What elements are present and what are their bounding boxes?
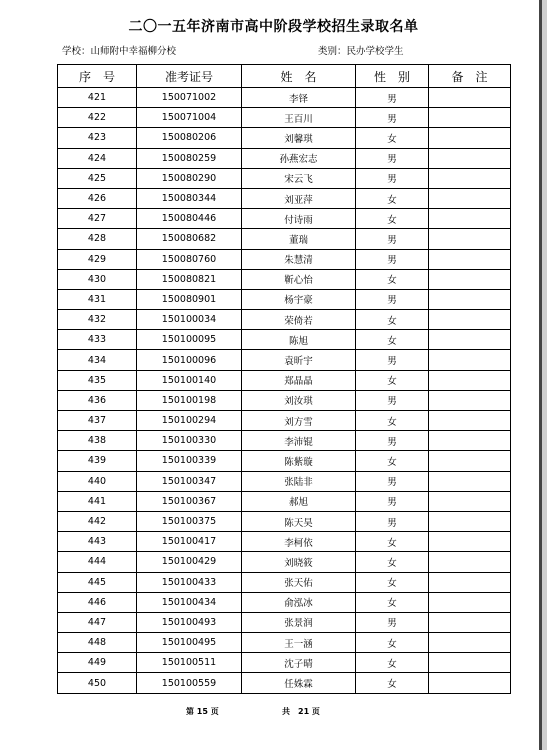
student-name-cell: 付诗雨 <box>242 209 356 229</box>
row-number-cell: 437 <box>58 411 137 431</box>
student-name-cell: 俞泓冰 <box>242 592 356 612</box>
row-number-cell: 443 <box>58 532 137 552</box>
note-cell <box>429 592 511 612</box>
table-header-row <box>58 65 511 88</box>
gender-cell: 男 <box>356 289 429 309</box>
exam-id-cell: 150080290 <box>137 168 242 188</box>
exam-id-cell: 150100347 <box>137 471 242 491</box>
table-row <box>58 269 511 289</box>
exam-id-cell: 150080821 <box>137 269 242 289</box>
row-number-cell: 423 <box>58 128 137 148</box>
note-cell <box>429 411 511 431</box>
note-cell <box>429 491 511 511</box>
note-cell <box>429 431 511 451</box>
student-name-cell: 李沛锟 <box>242 431 356 451</box>
row-number-cell: 431 <box>58 289 137 309</box>
exam-id-cell: 150100140 <box>137 370 242 390</box>
table-row <box>58 673 511 693</box>
gender-cell: 男 <box>356 148 429 168</box>
note-cell <box>429 471 511 491</box>
student-name-cell: 刘汝琪 <box>242 390 356 410</box>
student-name-cell: 张景润 <box>242 612 356 632</box>
table-row <box>58 552 511 572</box>
student-name-cell: 王百川 <box>242 108 356 128</box>
row-number-cell: 438 <box>58 431 137 451</box>
column-header-name: 姓 名 <box>242 65 356 88</box>
gender-cell: 女 <box>356 552 429 572</box>
note-cell <box>429 310 511 330</box>
gender-cell: 女 <box>356 673 429 693</box>
row-number-cell: 424 <box>58 148 137 168</box>
table-row <box>58 511 511 531</box>
note-cell <box>429 108 511 128</box>
exam-id-cell: 150100433 <box>137 572 242 592</box>
student-name-cell: 朱慧清 <box>242 249 356 269</box>
row-number-cell: 434 <box>58 350 137 370</box>
row-number-cell: 421 <box>58 88 137 108</box>
gender-cell: 女 <box>356 572 429 592</box>
table-row <box>58 431 511 451</box>
student-name-cell: 沈子晴 <box>242 653 356 673</box>
document-title: 二〇一五年济南市高中阶段学校招生录取名单 <box>128 19 419 35</box>
table-row <box>58 108 511 128</box>
gender-cell: 男 <box>356 88 429 108</box>
column-header-note: 备 注 <box>429 65 511 88</box>
gender-cell: 女 <box>356 128 429 148</box>
note-cell <box>429 673 511 693</box>
student-name-cell: 刘馨琪 <box>242 128 356 148</box>
gender-cell: 女 <box>356 188 429 208</box>
gender-cell: 女 <box>356 633 429 653</box>
note-cell <box>429 572 511 592</box>
table-row <box>58 310 511 330</box>
row-number-cell: 430 <box>58 269 137 289</box>
exam-id-cell: 150100495 <box>137 633 242 653</box>
exam-id-cell: 150100511 <box>137 653 242 673</box>
student-name-cell: 张天佑 <box>242 572 356 592</box>
row-number-cell: 436 <box>58 390 137 410</box>
exam-id-cell: 150100034 <box>137 310 242 330</box>
gender-cell: 女 <box>356 209 429 229</box>
note-cell <box>429 289 511 309</box>
table-row <box>58 350 511 370</box>
exam-id-cell: 150100095 <box>137 330 242 350</box>
student-name-cell: 宋云飞 <box>242 168 356 188</box>
student-name-cell: 郝旭 <box>242 491 356 511</box>
exam-id-cell: 150080760 <box>137 249 242 269</box>
table-row <box>58 491 511 511</box>
exam-id-cell: 150100559 <box>137 673 242 693</box>
gender-cell: 女 <box>356 592 429 612</box>
table-row <box>58 451 511 471</box>
exam-id-cell: 150100429 <box>137 552 242 572</box>
student-name-cell: 刘方雪 <box>242 411 356 431</box>
exam-id-cell: 150100330 <box>137 431 242 451</box>
exam-id-cell: 150080446 <box>137 209 242 229</box>
table-row <box>58 148 511 168</box>
page-shadow <box>542 0 547 750</box>
note-cell <box>429 612 511 632</box>
gender-cell: 男 <box>356 350 429 370</box>
table-row <box>58 411 511 431</box>
table-row <box>58 390 511 410</box>
gender-cell: 女 <box>356 451 429 471</box>
note-cell <box>429 653 511 673</box>
column-header-no: 序 号 <box>58 65 137 88</box>
table-row <box>58 188 511 208</box>
note-cell <box>429 209 511 229</box>
gender-cell: 女 <box>356 370 429 390</box>
gender-cell: 男 <box>356 471 429 491</box>
row-number-cell: 425 <box>58 168 137 188</box>
gender-cell: 男 <box>356 431 429 451</box>
student-name-cell: 陈旭 <box>242 330 356 350</box>
gender-cell: 男 <box>356 108 429 128</box>
column-header-gender: 性 别 <box>356 65 429 88</box>
gender-cell: 男 <box>356 229 429 249</box>
table-row <box>58 653 511 673</box>
table-row <box>58 612 511 632</box>
row-number-cell: 444 <box>58 552 137 572</box>
table-row <box>58 532 511 552</box>
student-name-cell: 郑晶晶 <box>242 370 356 390</box>
note-cell <box>429 511 511 531</box>
exam-id-cell: 150100434 <box>137 592 242 612</box>
note-cell <box>429 249 511 269</box>
table-row <box>58 370 511 390</box>
note-cell <box>429 390 511 410</box>
exam-id-cell: 150100096 <box>137 350 242 370</box>
category-label: 类别：民办学校学生 <box>318 46 404 57</box>
exam-id-cell: 150100493 <box>137 612 242 632</box>
exam-id-cell: 150100367 <box>137 491 242 511</box>
page-number: 第 15 页 <box>186 707 219 716</box>
row-number-cell: 429 <box>58 249 137 269</box>
note-cell <box>429 229 511 249</box>
note-cell <box>429 148 511 168</box>
student-name-cell: 荣倚若 <box>242 310 356 330</box>
table-row <box>58 209 511 229</box>
note-cell <box>429 168 511 188</box>
gender-cell: 女 <box>356 411 429 431</box>
row-number-cell: 450 <box>58 673 137 693</box>
note-cell <box>429 633 511 653</box>
table-body <box>58 88 511 694</box>
gender-cell: 女 <box>356 269 429 289</box>
row-number-cell: 435 <box>58 370 137 390</box>
row-number-cell: 428 <box>58 229 137 249</box>
exam-id-cell: 150080682 <box>137 229 242 249</box>
row-number-cell: 439 <box>58 451 137 471</box>
row-number-cell: 449 <box>58 653 137 673</box>
student-name-cell: 董瑞 <box>242 229 356 249</box>
note-cell <box>429 188 511 208</box>
row-number-cell: 441 <box>58 491 137 511</box>
note-cell <box>429 128 511 148</box>
table-row <box>58 88 511 108</box>
exam-id-cell: 150071002 <box>137 88 242 108</box>
exam-id-cell: 150080901 <box>137 289 242 309</box>
exam-id-cell: 150080344 <box>137 188 242 208</box>
note-cell <box>429 370 511 390</box>
row-number-cell: 442 <box>58 511 137 531</box>
student-name-cell: 李铎 <box>242 88 356 108</box>
student-name-cell: 孙燕宏志 <box>242 148 356 168</box>
gender-cell: 男 <box>356 249 429 269</box>
row-number-cell: 422 <box>58 108 137 128</box>
row-number-cell: 432 <box>58 310 137 330</box>
gender-cell: 男 <box>356 491 429 511</box>
student-name-cell: 陈紫璇 <box>242 451 356 471</box>
student-name-cell: 陈天昊 <box>242 511 356 531</box>
gender-cell: 女 <box>356 532 429 552</box>
table-row <box>58 330 511 350</box>
exam-id-cell: 150100339 <box>137 451 242 471</box>
table-row <box>58 249 511 269</box>
student-name-cell: 刘晓筱 <box>242 552 356 572</box>
student-name-cell: 李柯依 <box>242 532 356 552</box>
table-row <box>58 471 511 491</box>
table-row <box>58 633 511 653</box>
exam-id-cell: 150080259 <box>137 148 242 168</box>
row-number-cell: 447 <box>58 612 137 632</box>
student-name-cell: 刘亚萍 <box>242 188 356 208</box>
row-number-cell: 448 <box>58 633 137 653</box>
student-name-cell: 张陆非 <box>242 471 356 491</box>
exam-id-cell: 150071004 <box>137 108 242 128</box>
row-number-cell: 440 <box>58 471 137 491</box>
row-number-cell: 446 <box>58 592 137 612</box>
note-cell <box>429 552 511 572</box>
table-row <box>58 168 511 188</box>
admission-table <box>57 64 511 694</box>
row-number-cell: 426 <box>58 188 137 208</box>
exam-id-cell: 150100375 <box>137 511 242 531</box>
student-name-cell: 任姝霖 <box>242 673 356 693</box>
row-number-cell: 433 <box>58 330 137 350</box>
table-row <box>58 592 511 612</box>
exam-id-cell: 150100294 <box>137 411 242 431</box>
table-row <box>58 128 511 148</box>
table-row <box>58 289 511 309</box>
gender-cell: 男 <box>356 511 429 531</box>
gender-cell: 女 <box>356 310 429 330</box>
gender-cell: 女 <box>356 330 429 350</box>
table-row <box>58 229 511 249</box>
student-name-cell: 杨宇豪 <box>242 289 356 309</box>
note-cell <box>429 269 511 289</box>
exam-id-cell: 150100417 <box>137 532 242 552</box>
row-number-cell: 427 <box>58 209 137 229</box>
note-cell <box>429 330 511 350</box>
student-name-cell: 靳心怡 <box>242 269 356 289</box>
note-cell <box>429 532 511 552</box>
page-total: 共 21 页 <box>282 707 320 716</box>
row-number-cell: 445 <box>58 572 137 592</box>
gender-cell: 男 <box>356 168 429 188</box>
school-label: 学校：山师附中幸福柳分校 <box>62 46 177 57</box>
gender-cell: 男 <box>356 390 429 410</box>
gender-cell: 男 <box>356 612 429 632</box>
table-row <box>58 572 511 592</box>
gender-cell: 女 <box>356 653 429 673</box>
exam-id-cell: 150080206 <box>137 128 242 148</box>
note-cell <box>429 451 511 471</box>
student-name-cell: 王一涵 <box>242 633 356 653</box>
exam-id-cell: 150100198 <box>137 390 242 410</box>
student-name-cell: 袁昕宇 <box>242 350 356 370</box>
note-cell <box>429 350 511 370</box>
note-cell <box>429 88 511 108</box>
column-header-exam-id: 准考证号 <box>137 65 242 88</box>
